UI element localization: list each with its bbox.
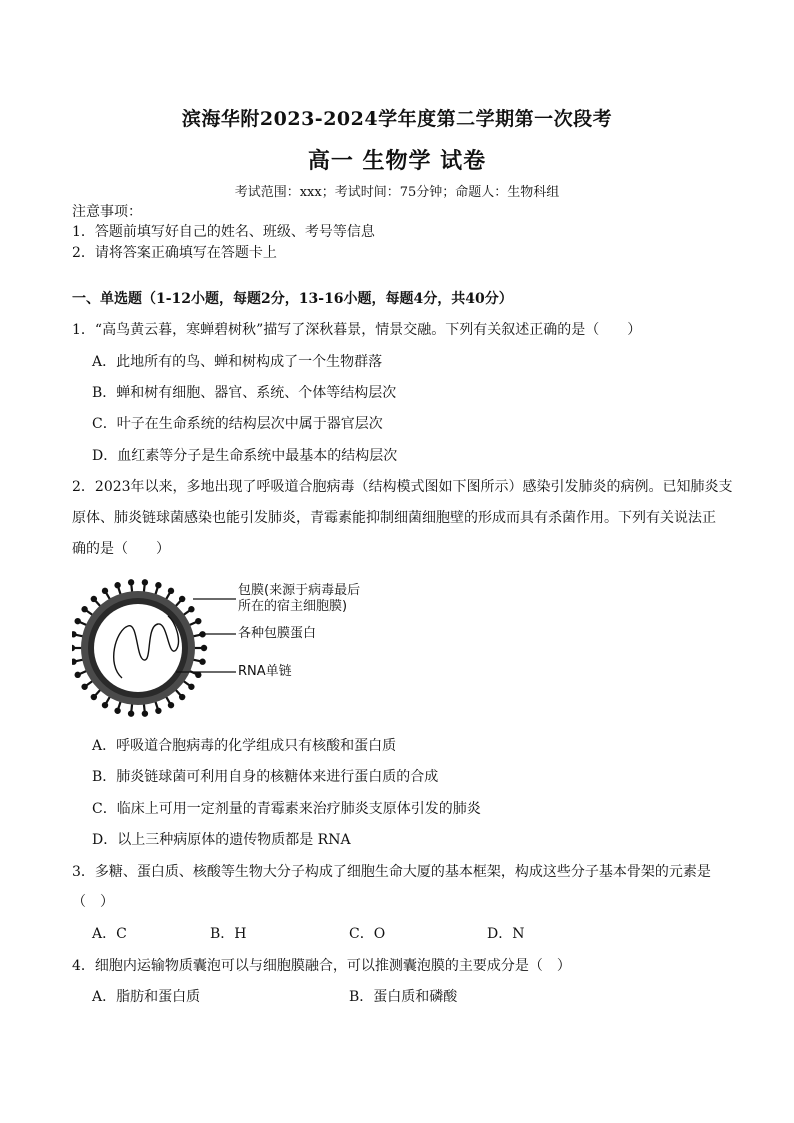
school-title: 滨海华附2023-2024学年度第二学期第一次段考 <box>181 108 613 130</box>
question-3-option-b: B．H <box>210 926 247 942</box>
question-4-stem: 4．细胞内运输物质囊泡可以与细胞膜融合，可以推测囊泡膜的主要成分是（ ） <box>72 958 571 974</box>
question-2-option-c: C．临床上可用一定剂量的青霉素来治疗肺炎支原体引发的肺炎 <box>92 801 481 817</box>
spike-head <box>188 684 194 690</box>
note-item: 2．请将答案正确填写在答题卡上 <box>72 245 277 261</box>
question-1-option-b: B．蝉和树有细胞、器官、系统、个体等结构层次 <box>92 385 397 401</box>
spike-head <box>201 645 207 651</box>
spike-head <box>114 582 120 588</box>
question-1-option-d: D．血红素等分子是生命系统中最基本的结构层次 <box>92 448 398 464</box>
spike-head <box>75 618 81 624</box>
spike-head <box>128 579 134 585</box>
note-item: 1．答题前填写好自己的姓名、班级、考号等信息 <box>72 224 375 240</box>
question-2-stem-line: 2．2023年以来，多地出现了呼吸道合胞病毒（结构模式图如下图所示）感染引发肺炎的病例。已知肺炎支 <box>72 479 733 495</box>
spike-head <box>81 606 87 612</box>
spike-head <box>91 596 97 602</box>
spike-head <box>142 579 148 585</box>
notes-heading: 注意事项： <box>72 204 142 220</box>
spike-head <box>168 702 174 708</box>
exam-title: 高一 生物学 试卷 <box>307 149 487 174</box>
question-4-option-a: A．脂肪和蛋白质 <box>92 989 201 1005</box>
question-3-option-c: C．O <box>349 926 386 942</box>
label-envelope-line2: 所在的宿主细胞膜) <box>238 599 348 614</box>
question-2-option-b: B．肺炎链球菌可利用自身的核糖体来进行蛋白质的合成 <box>92 769 439 785</box>
question-2-stem-line: 原体、肺炎链球菌感染也能引发肺炎，青霉素能抑制细菌细胞壁的形成而具有杀菌作用。下列有关说法正 <box>72 510 716 526</box>
spike-head <box>155 708 161 714</box>
question-2-option-d: D．以上三种病原体的遗传物质都是 RNA <box>92 832 351 848</box>
spike-head <box>72 659 77 665</box>
spike-head <box>91 694 97 700</box>
section-heading: 一、单选题（1-12小题，每题2分，13-16小题，每题4分，共40分） <box>72 291 513 307</box>
question-3-option-a: A．C <box>92 926 127 942</box>
question-2-option-a: A．呼吸道合胞病毒的化学组成只有核酸和蛋白质 <box>92 738 397 754</box>
spike-head <box>199 659 205 665</box>
question-1-option-a: A．此地所有的鸟、蝉和树构成了一个生物群落 <box>92 354 383 370</box>
spike-head <box>75 672 81 678</box>
spike-head <box>102 702 108 708</box>
spike-head <box>188 606 194 612</box>
spike-head <box>114 708 120 714</box>
spike-head <box>155 582 161 588</box>
question-3-option-d: D．N <box>487 926 525 942</box>
question-1-stem: 1．“高鸟黄云暮，寒蝉碧树秋”描写了深秋暮景，情景交融。下列有关叙述正确的是（ ） <box>72 322 642 338</box>
spike-head <box>179 694 185 700</box>
exam-info: 考试范围：xxx；考试时间：75分钟；命题人：生物科组 <box>234 185 560 200</box>
label-rna-strand: RNA单链 <box>238 664 292 679</box>
spike-head <box>128 710 134 716</box>
spike-head <box>195 618 201 624</box>
spike-head <box>72 631 77 637</box>
question-2-stem-line: 确的是（ ） <box>72 541 170 557</box>
spike-head <box>179 596 185 602</box>
spike-head <box>142 710 148 716</box>
question-4-option-b: B．蛋白质和磷酸 <box>349 989 458 1005</box>
question-1-option-c: C．叶子在生命系统的结构层次中属于器官层次 <box>92 416 383 432</box>
virus-structure-figure <box>72 572 372 720</box>
spike-head <box>102 588 108 594</box>
spike-head <box>168 588 174 594</box>
spike-head <box>72 645 75 651</box>
label-envelope-line1: 包膜(来源于病毒最后 <box>238 583 361 598</box>
label-envelope-proteins: 各种包膜蛋白 <box>238 626 317 641</box>
question-3-stem-line: 3．多糖、蛋白质、核酸等生物大分子构成了细胞生命大厦的基本框架，构成这些分子基本骨架的元素是 <box>72 864 711 880</box>
question-3-stem-line: （ ） <box>72 894 114 910</box>
spike-head <box>81 684 87 690</box>
